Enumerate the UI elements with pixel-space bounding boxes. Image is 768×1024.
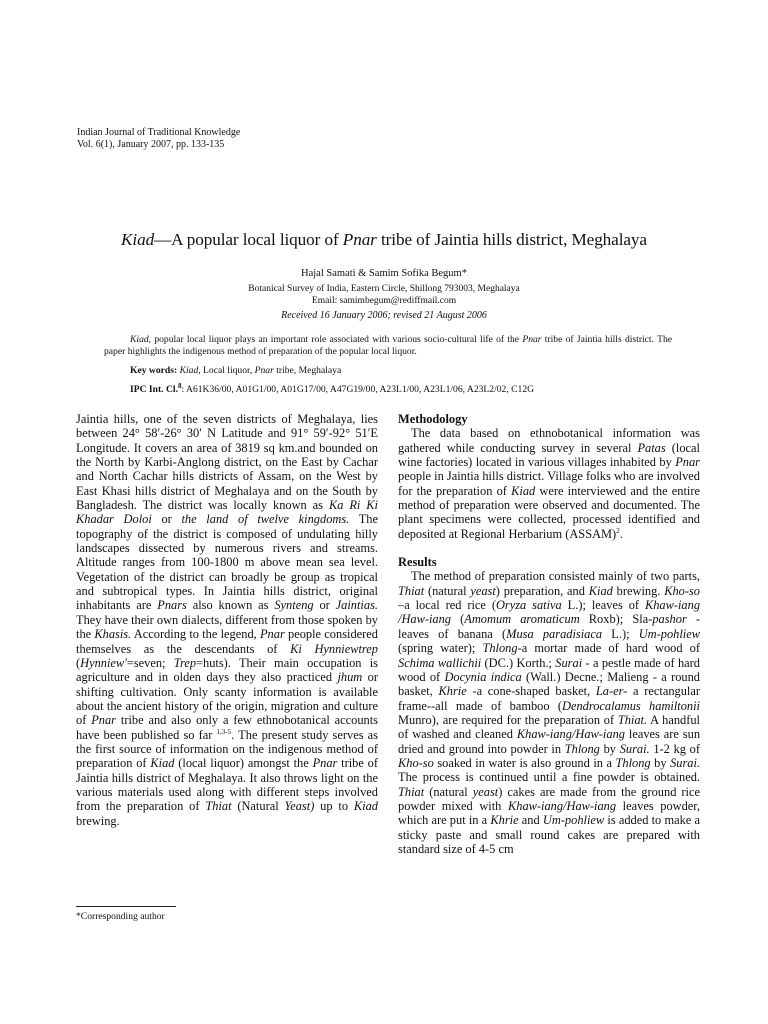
journal-volume: Vol. 6(1), January 2007, pp. 133-135 [77,139,225,150]
left-column [76,412,378,828]
keywords-text-2: tribe, Meghalaya [273,365,342,376]
methodology-heading: Methodology [398,412,468,426]
footnote: *Corresponding author [76,911,165,922]
intro-paragraph: Jaintia hills, one of the seven districts of Meghalaya, lies between 24° 58′-26° 30′ N Latitude and 91° 59′-92° 51′E Longitude. It covers an area of 3819 sq km.and bounded on the North by Karbi-Anglong district, on the East by Cachar and North Cachar hills districts of Assam, on the West by East Khasi hills district of Meghalaya and on the South by Bangladesh. The district was locally known as Ka Ri Ki Khadar Doloi or the land of twelve kingdoms. The topography of the district is composed of undulating hilly landscapes dissected by numerous rivers and streams. Altitude ranges from 100-1800 m above mean sea level. Vegetation of the district can broadly be group as tropical and subtropical types. In Jaintia hills district, original inhabitants are Pnars also known as Synteng or Jaintias. They have their own dialects, different from those spoken by the Khasis. According to the legend, Pnar people considered themselves as the descendants of Ki Hynniewtrep (Hynniew'=seven; Trep=huts). Their main occupation is agriculture and in olden days they also practiced jhum or shifting cultivation. Only scanty information is available about the ancient history of the origin, migration and culture of Pnar tribe and also only a few ethnobotanical accounts have been published so far $^{1,3-5}$. The present study serves as the first source of information on the indigenous method of preparation of Kiad (local liquor) amongst the Pnar tribe of Jaintia hills district of Meghalaya. It also throws light on the various materials used along with different steps involved from the preparation of Thiat (Natural Yeast) up to Kiad brewing. [76,412,379,828]
abstract [104,334,672,358]
journal-name: Indian Journal of Traditional Knowledge [77,127,241,138]
title-part1: —A popular local liquor of [154,230,343,249]
section-gap [398,541,700,555]
ipc-codes: : A61K36/00, A01G1/00, A01G17/00, A47G19/00, A23L1/00, A23L1/06, A23L2/02, C12G [181,384,535,395]
title-kiad: Kiad [121,230,155,249]
authors: Hajal Samati & Samim Sofika Begum* [301,268,467,279]
keyword-kiad: Kiad [179,365,199,376]
article-title [0,230,768,250]
keywords [130,365,341,376]
affiliation: Botanical Survey of India, Eastern Circle, Shillong 793003, Meghalaya [248,284,520,294]
received-dates: Received 16 January 2006; revised 21 August 2006 [281,310,487,321]
email: Email: samimbegum@rediffmail.com [311,295,457,306]
journal-header [77,127,240,151]
results-paragraph: The method of preparation consisted mainly of two parts, Thiat (natural yeast) preparation, and Kiad brewing. Kho-so –a local red rice (Oryza sativa L.); leaves of Khaw-iang /Haw-iang (Amomum aromaticum Roxb); Sla-pashor - leaves of banana (Musa paradisiaca L.); Um-pohliew (spring water); Thlong-a mortar made of hard wood of Schima wallichii (DC.) Korth.; Surai - a pestle made of hard wood of Docynia indica (Wall.) Decne.; Malieng - a round basket, Khrie -a cone-shaped basket, La-er- a rectangular frame--all made of bamboo (Dendrocalamus hamiltonii Munro), are required for the preparation of Thiat. A handful of washed and cleaned Khaw-iang/Haw-iang leaves are sun dried and ground into powder in Thlong by Surai. 1-2 kg of Kho-so soaked in water is also ground in a Thlong by Surai. The process is continued until a fine powder is obtained. Thiat (natural yeast) cakes are made from the ground rice powder mixed with Khaw-iang/Haw-iang leaves powder, which are put in a Khrie and Um-pohliew is added to make a sticky paste and small round cakes are prepared with standard size of 4-5 cm [398,569,701,856]
footnote-rule [76,906,176,907]
methodology-paragraph: The data based on ethnobotanical information was gathered while conducting survey in several Patas (local wine factories) located in various villages inhabited by Pnar people in Jaintia hills district. Village folks who are involved for the preparation of Kiad were interviewed and the entire method of preparation were observed and documented. The plant specimens were collected, processed identified and deposited at Regional Herbarium (ASSAM)$^2$. [398,426,700,541]
ipc-classification [130,381,535,395]
abstract-kiad: Kiad [130,334,149,345]
results-heading: Results [398,555,437,570]
ipc-sup: 8 [177,381,182,390]
keyword-pnar: Pnar [254,365,274,376]
title-part2: tribe of Jaintia hills district, Meghalaya [376,230,647,249]
keywords-text-1: , Local liquor, [198,365,255,376]
affiliation-block [0,284,768,307]
keywords-label: Key words: [130,365,178,376]
ipc-label: IPC Int. Cl. [130,384,178,395]
abstract-text-1: , popular local liquor plays an important role associated with various socio-cultural life of the [148,334,523,345]
right-column [398,412,700,856]
title-pnar: Pnar [342,230,377,249]
abstract-pnar: Pnar [522,334,542,345]
abstract-text-2: tribe of Jaintia hills district. The paper highlights the indigenous method of preparation of the popular local liquor. [104,334,672,358]
